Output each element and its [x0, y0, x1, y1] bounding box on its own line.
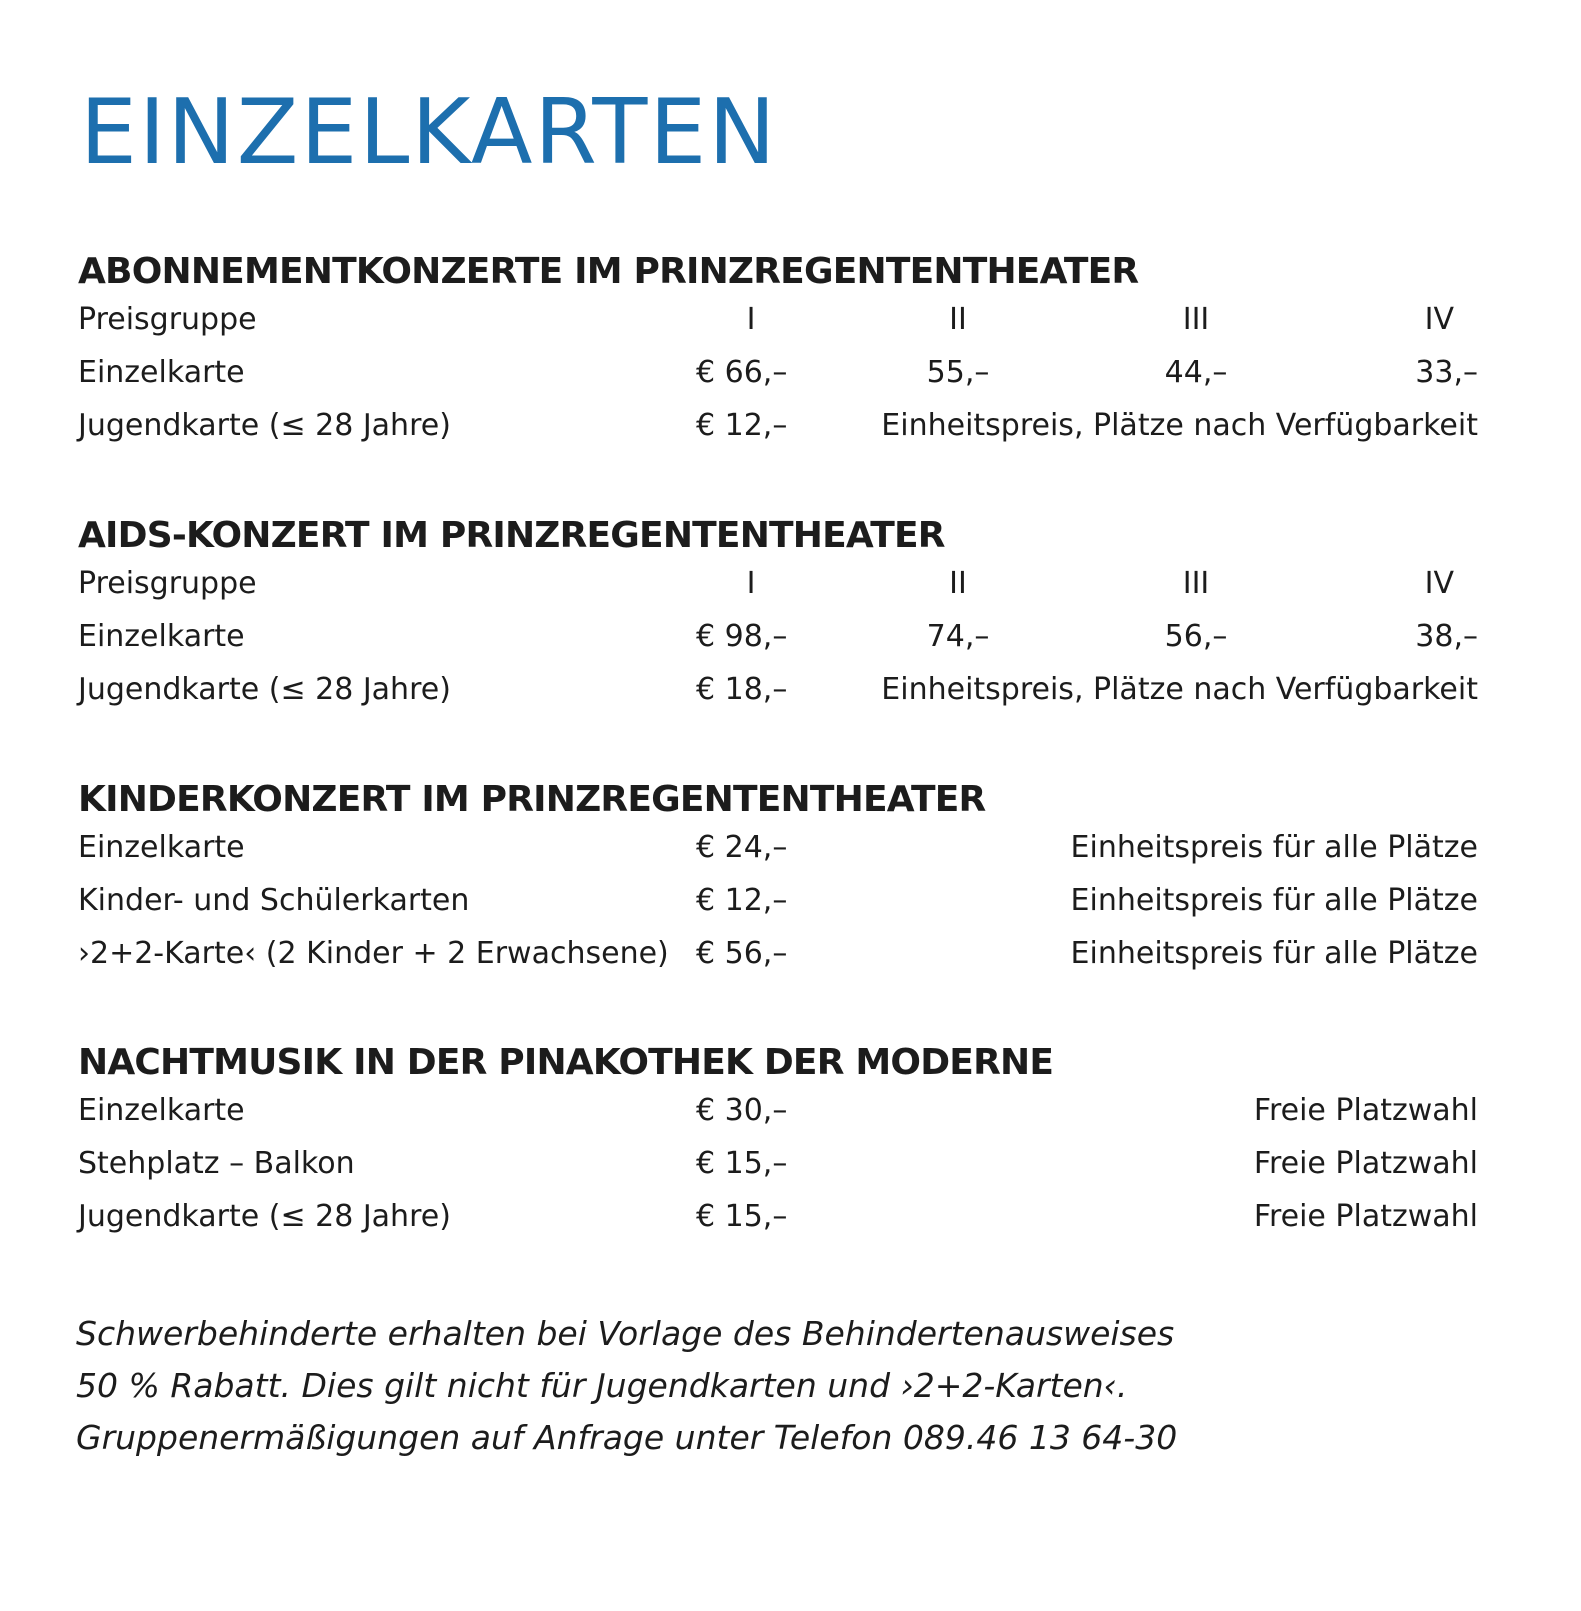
jugendkarte-row: [78, 400, 1478, 453]
price-group-ii: II: [949, 566, 967, 601]
price-row: [78, 875, 1478, 928]
price-i: € 66,–: [696, 355, 788, 390]
price-note: Einheitspreis für alle Plätze: [1070, 830, 1478, 865]
einzelkarte-row: [78, 611, 1478, 664]
price-row: [78, 928, 1478, 981]
section-heading: KINDERKONZERT IM PRINZREGENTENTHEATER: [78, 779, 986, 820]
note-line: Gruppenermäßigungen auf Anfrage unter Telefon 089.46 13 64-30: [76, 1418, 1178, 1457]
price-note: Freie Platzwahl: [1253, 1093, 1478, 1128]
row-label: Jugendkarte (≤ 28 Jahre): [78, 408, 451, 443]
price-row: [78, 1085, 1478, 1138]
row-label: Einzelkarte: [78, 1093, 245, 1128]
price-iii: 44,–: [1164, 355, 1228, 390]
row-label: ›2+2-Karte‹ (2 Kinder + 2 Erwachsene): [78, 936, 669, 971]
price-group-iv: IV: [1424, 302, 1454, 337]
section-abonnementkonzerte: [78, 250, 1478, 453]
price-i: € 98,–: [696, 619, 788, 654]
price-note: Freie Platzwahl: [1253, 1146, 1478, 1181]
price-group-i: I: [746, 302, 756, 337]
price-note: Einheitspreis für alle Plätze: [1070, 936, 1478, 971]
price-iv: 33,–: [1415, 355, 1478, 390]
section-kinderkonzert: [78, 778, 1478, 981]
section-heading: ABONNEMENTKONZERTE IM PRINZREGENTENTHEATER: [78, 251, 1139, 292]
price-group-iii: III: [1182, 566, 1210, 601]
section-heading: AIDS-KONZERT IM PRINZREGENTENTHEATER: [78, 515, 945, 556]
section-nachtmusik: [78, 1041, 1478, 1244]
price-ii: 55,–: [926, 355, 990, 390]
price-group-ii: II: [949, 302, 967, 337]
price: € 15,–: [696, 1199, 788, 1234]
price: € 30,–: [696, 1093, 788, 1128]
price-group-i: I: [746, 566, 756, 601]
price: € 12,–: [696, 883, 788, 918]
row-label: Stehplatz – Balkon: [78, 1146, 355, 1181]
row-label: Einzelkarte: [78, 619, 245, 654]
price: € 18,–: [696, 672, 788, 707]
price: € 12,–: [696, 408, 788, 443]
price-row: [78, 1191, 1478, 1244]
price-note: Einheitspreis, Plätze nach Verfügbarkeit: [881, 408, 1478, 443]
price-group-iv: IV: [1424, 566, 1454, 601]
note-line: Schwerbehinderte erhalten bei Vorlage des Behindertenausweises: [76, 1314, 1175, 1353]
row-label: Jugendkarte (≤ 28 Jahre): [78, 1199, 451, 1234]
section-heading: NACHTMUSIK IN DER PINAKOTHEK DER MODERNE: [78, 1042, 1054, 1083]
row-label: Preisgruppe: [78, 302, 257, 337]
jugendkarte-row: [78, 664, 1478, 717]
price-row: [78, 1138, 1478, 1191]
discount-notes: [76, 1308, 1177, 1464]
row-label: Einzelkarte: [78, 355, 245, 390]
row-label: Preisgruppe: [78, 566, 257, 601]
row-label: Kinder- und Schülerkarten: [78, 883, 470, 918]
price-note: Freie Platzwahl: [1253, 1199, 1478, 1234]
price-group-row: [78, 294, 1478, 347]
price-iii: 56,–: [1164, 619, 1228, 654]
price-row: [78, 822, 1478, 875]
price-group-iii: III: [1182, 302, 1210, 337]
page-title: EINZELKARTEN: [80, 80, 778, 186]
einzelkarte-row: [78, 347, 1478, 400]
section-aids-konzert: [78, 514, 1478, 717]
price-note: Einheitspreis, Plätze nach Verfügbarkeit: [881, 672, 1478, 707]
price-iv: 38,–: [1415, 619, 1478, 654]
price: € 24,–: [696, 830, 788, 865]
price-note: Einheitspreis für alle Plätze: [1070, 883, 1478, 918]
price: € 15,–: [696, 1146, 788, 1181]
note-line: 50 % Rabatt. Dies gilt nicht für Jugendkarten und ›2+2-Karten‹.: [76, 1366, 1128, 1405]
price-ii: 74,–: [926, 619, 990, 654]
price-group-row: [78, 558, 1478, 611]
price: € 56,–: [696, 936, 788, 971]
row-label: Einzelkarte: [78, 830, 245, 865]
row-label: Jugendkarte (≤ 28 Jahre): [78, 672, 451, 707]
